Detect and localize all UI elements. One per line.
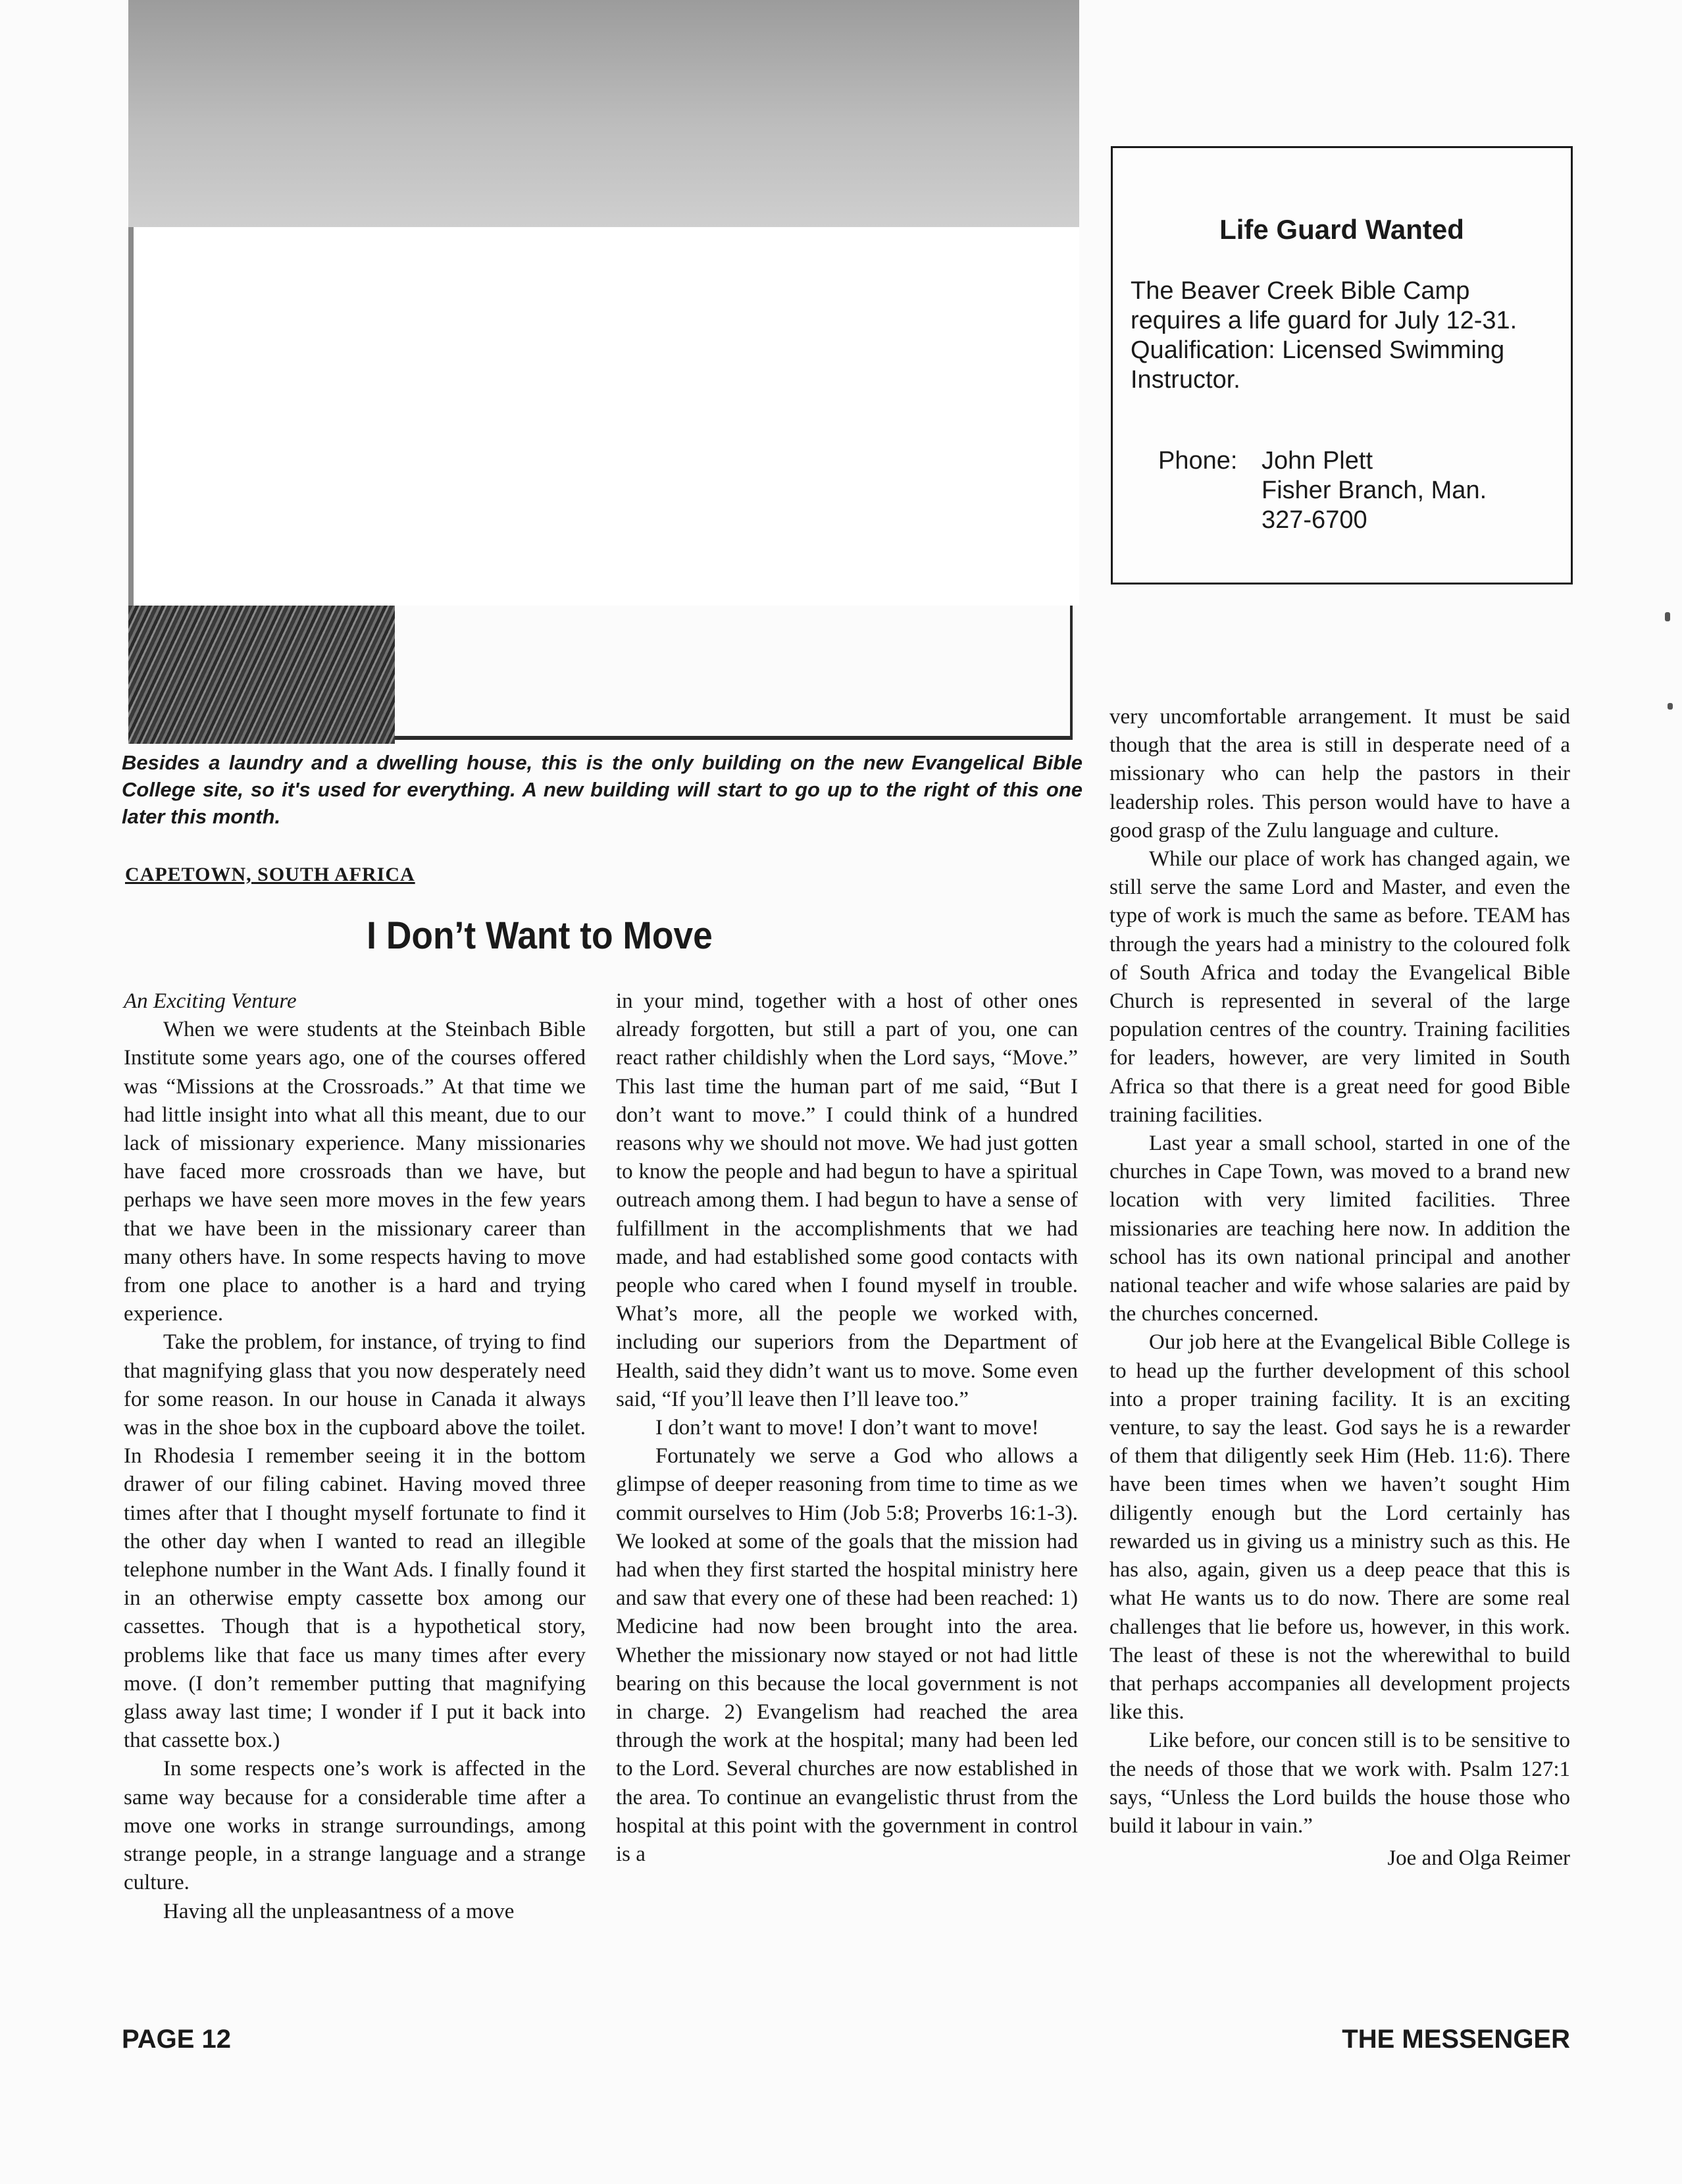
lifeguard-ad-box xyxy=(1111,146,1573,585)
photo-grass xyxy=(128,606,395,744)
scan-mark xyxy=(1668,703,1673,710)
column-2 xyxy=(616,987,1078,1869)
subhead: An Exciting Venture xyxy=(124,989,297,1013)
ad-body-text: The Beaver Creek Bible Camp requires a life guard for July 12-31. xyxy=(1131,277,1517,334)
paragraph: Fortunately we serve a God who allows a glimpse of deeper reasoning from time to time as we commit ourselves to Him (Job 5:8; Proverbs 16:1-3). We looked at some of the goals that the mission had had when they first started the hospital ministry here and saw that every one of these had been reached: 1) Medicine had now been brought into the area. Whether the missionary now stayed or not had little bearing on this because the local government is not in charge. 2) Evangelism had reached the area through the work at the hospital; many had been led to the Lord. Several churches are now established in the area. To continue an evangelistic thrust from the hospital at this point with the government in control is a xyxy=(616,1444,1078,1867)
paragraph: Last year a small school, started in one of the churches in Cape Town, was moved to a brand new location with very limited facilities. Three missionaries are teaching here now. In addition the school has its own national principal and another national teacher and wife whose salaries are paid by the churches concerned. xyxy=(1109,1131,1570,1326)
paragraph: When we were students at the Steinbach Bible Institute some years ago, one of the courses offered was “Missions at the Crossroads.” At that time we had little insight into what all this meant, due to our lack of missionary experience. Many missionaries have faced more crossroads than we have, but perhaps we have seen more moves in the few years that we have been in the missionary career than many others have. In some respects having to move from one place to another is a hard and trying experience. xyxy=(124,1018,586,1326)
ad-contact-details xyxy=(1262,446,1487,535)
paragraph: In some respects one’s work is affected in the same way because for a considerable time after a move one works in strange surroundings, among strange people, in a strange language and a strange culture. xyxy=(124,1757,586,1895)
column-1 xyxy=(124,987,586,1926)
headline: I Don’t Want to Move xyxy=(367,914,713,957)
photo-border-bottom xyxy=(395,736,1073,740)
ad-title: Life Guard Wanted xyxy=(1219,214,1464,245)
publication-name: THE MESSENGER xyxy=(1342,2025,1570,2054)
paragraph: very uncomfortable arrangement. It must be said though that the area is still in desperate need of a missionary who can help the pastors in their leadership roles. This person would have to have a good grasp of the Zulu language and culture. xyxy=(1109,705,1570,843)
paragraph: While our place of work has changed again, we still serve the same Lord and Master, and even the type of work is much the same as before. TEAM has through the years had a ministry to the coloured folk of South Africa and today the Evangelical Bible Church is represented in several of the large population centres of the country. Training facilities for leaders, however, are very limited in South Africa so that there is a great need for good Bible training facilities. xyxy=(1109,847,1570,1127)
ad-contact-number: 327-6700 xyxy=(1262,506,1367,534)
ad-qualification: Qualification: Licensed Swimming Instructor. xyxy=(1131,336,1505,394)
paragraph: I don’t want to move! I don’t want to move! xyxy=(655,1416,1039,1440)
scan-mark xyxy=(1665,612,1670,621)
paragraph: Having all the unpleasantness of a move xyxy=(163,1899,515,1923)
photo-sky xyxy=(128,0,1079,227)
paragraph: in your mind, together with a host of other ones already forgotten, but still a part of you, one can react rather childishly when the Lord says, “Move.” This last time the human part of me said, “But I don’t want to move.” I could think of a hundred reasons why we should not move. We had just gotten to know the people and had begun to have a spiritual outreach among them. I had begun to have a sense of fulfillment in the accomplishments that we had made, and had established some good contacts with people who cared when I found myself in trouble. What’s more, all the people we worked with, including our superiors from the Department of Health, said they didn’t want us to move. Some even said, “If you’ll leave then I’ll leave too.” xyxy=(616,989,1078,1411)
signature: Joe and Olga Reimer xyxy=(1387,1846,1570,1871)
ad-body xyxy=(1131,276,1557,395)
paragraph: Take the problem, for instance, of trying to find that magnifying glass that you now desperately need for some reason. In our house in Canada it always was in the shoe box in the cupboard above the toilet. In Rhodesia I remember seeing it in the bottom drawer of our filing cabinet. Having moved three times after that I thought myself fortunate to find it the other day when I wanted to read an illegible telephone number in the Want Ads. I finally found it in an otherwise empty cassette box among our cassettes. Though that is a hypothetical story, problems like that face us many times after every move. (I don’t remember putting that magnifying glass away last time; I wonder if I put it back into that cassette box.) xyxy=(124,1330,586,1753)
photo-edge xyxy=(128,227,134,606)
column-3 xyxy=(1109,703,1570,1873)
dateline: CAPETOWN, SOUTH AFRICA xyxy=(125,864,415,885)
ad-contact xyxy=(1158,446,1487,535)
ad-contact-place: Fisher Branch, Man. xyxy=(1262,477,1487,504)
ad-contact-name: John Plett xyxy=(1262,447,1373,475)
paragraph: Like before, our concen still is to be sensitive to the needs of those that we work with. Psalm 127:1 says, “Unless the Lord builds the house those who build it labour in vain.” xyxy=(1109,1729,1570,1838)
page-number: PAGE 12 xyxy=(122,2025,231,2054)
paragraph: Our job here at the Evangelical Bible College is to head up the further development of this school into a proper training facility. It is an exciting venture, to say the least. God says he is a rewarder of them that diligently seek Him (Heb. 11:6). There have been times when we haven’t sought Him diligently enough but the Lord certainly has rewarded us in giving us a ministry such as this. He has also, again, given us a deep peace that this is what He wants us to do now. There are some real challenges that lie before us, however, in this work. The least of these is not the wherewithal to build that perhaps accompanies all development projects like this. xyxy=(1109,1330,1570,1725)
photo-border-right xyxy=(1070,606,1073,737)
ad-phone-label: Phone: xyxy=(1158,447,1238,475)
photo-caption: Besides a laundry and a dwelling house, this is the only building on the new Evangelical Bible College site, so it's used for everything. A new building will start to go up to the right of this one later this month. xyxy=(122,751,1083,828)
photo-blank-area xyxy=(134,227,1079,606)
article-photo xyxy=(128,0,1079,744)
